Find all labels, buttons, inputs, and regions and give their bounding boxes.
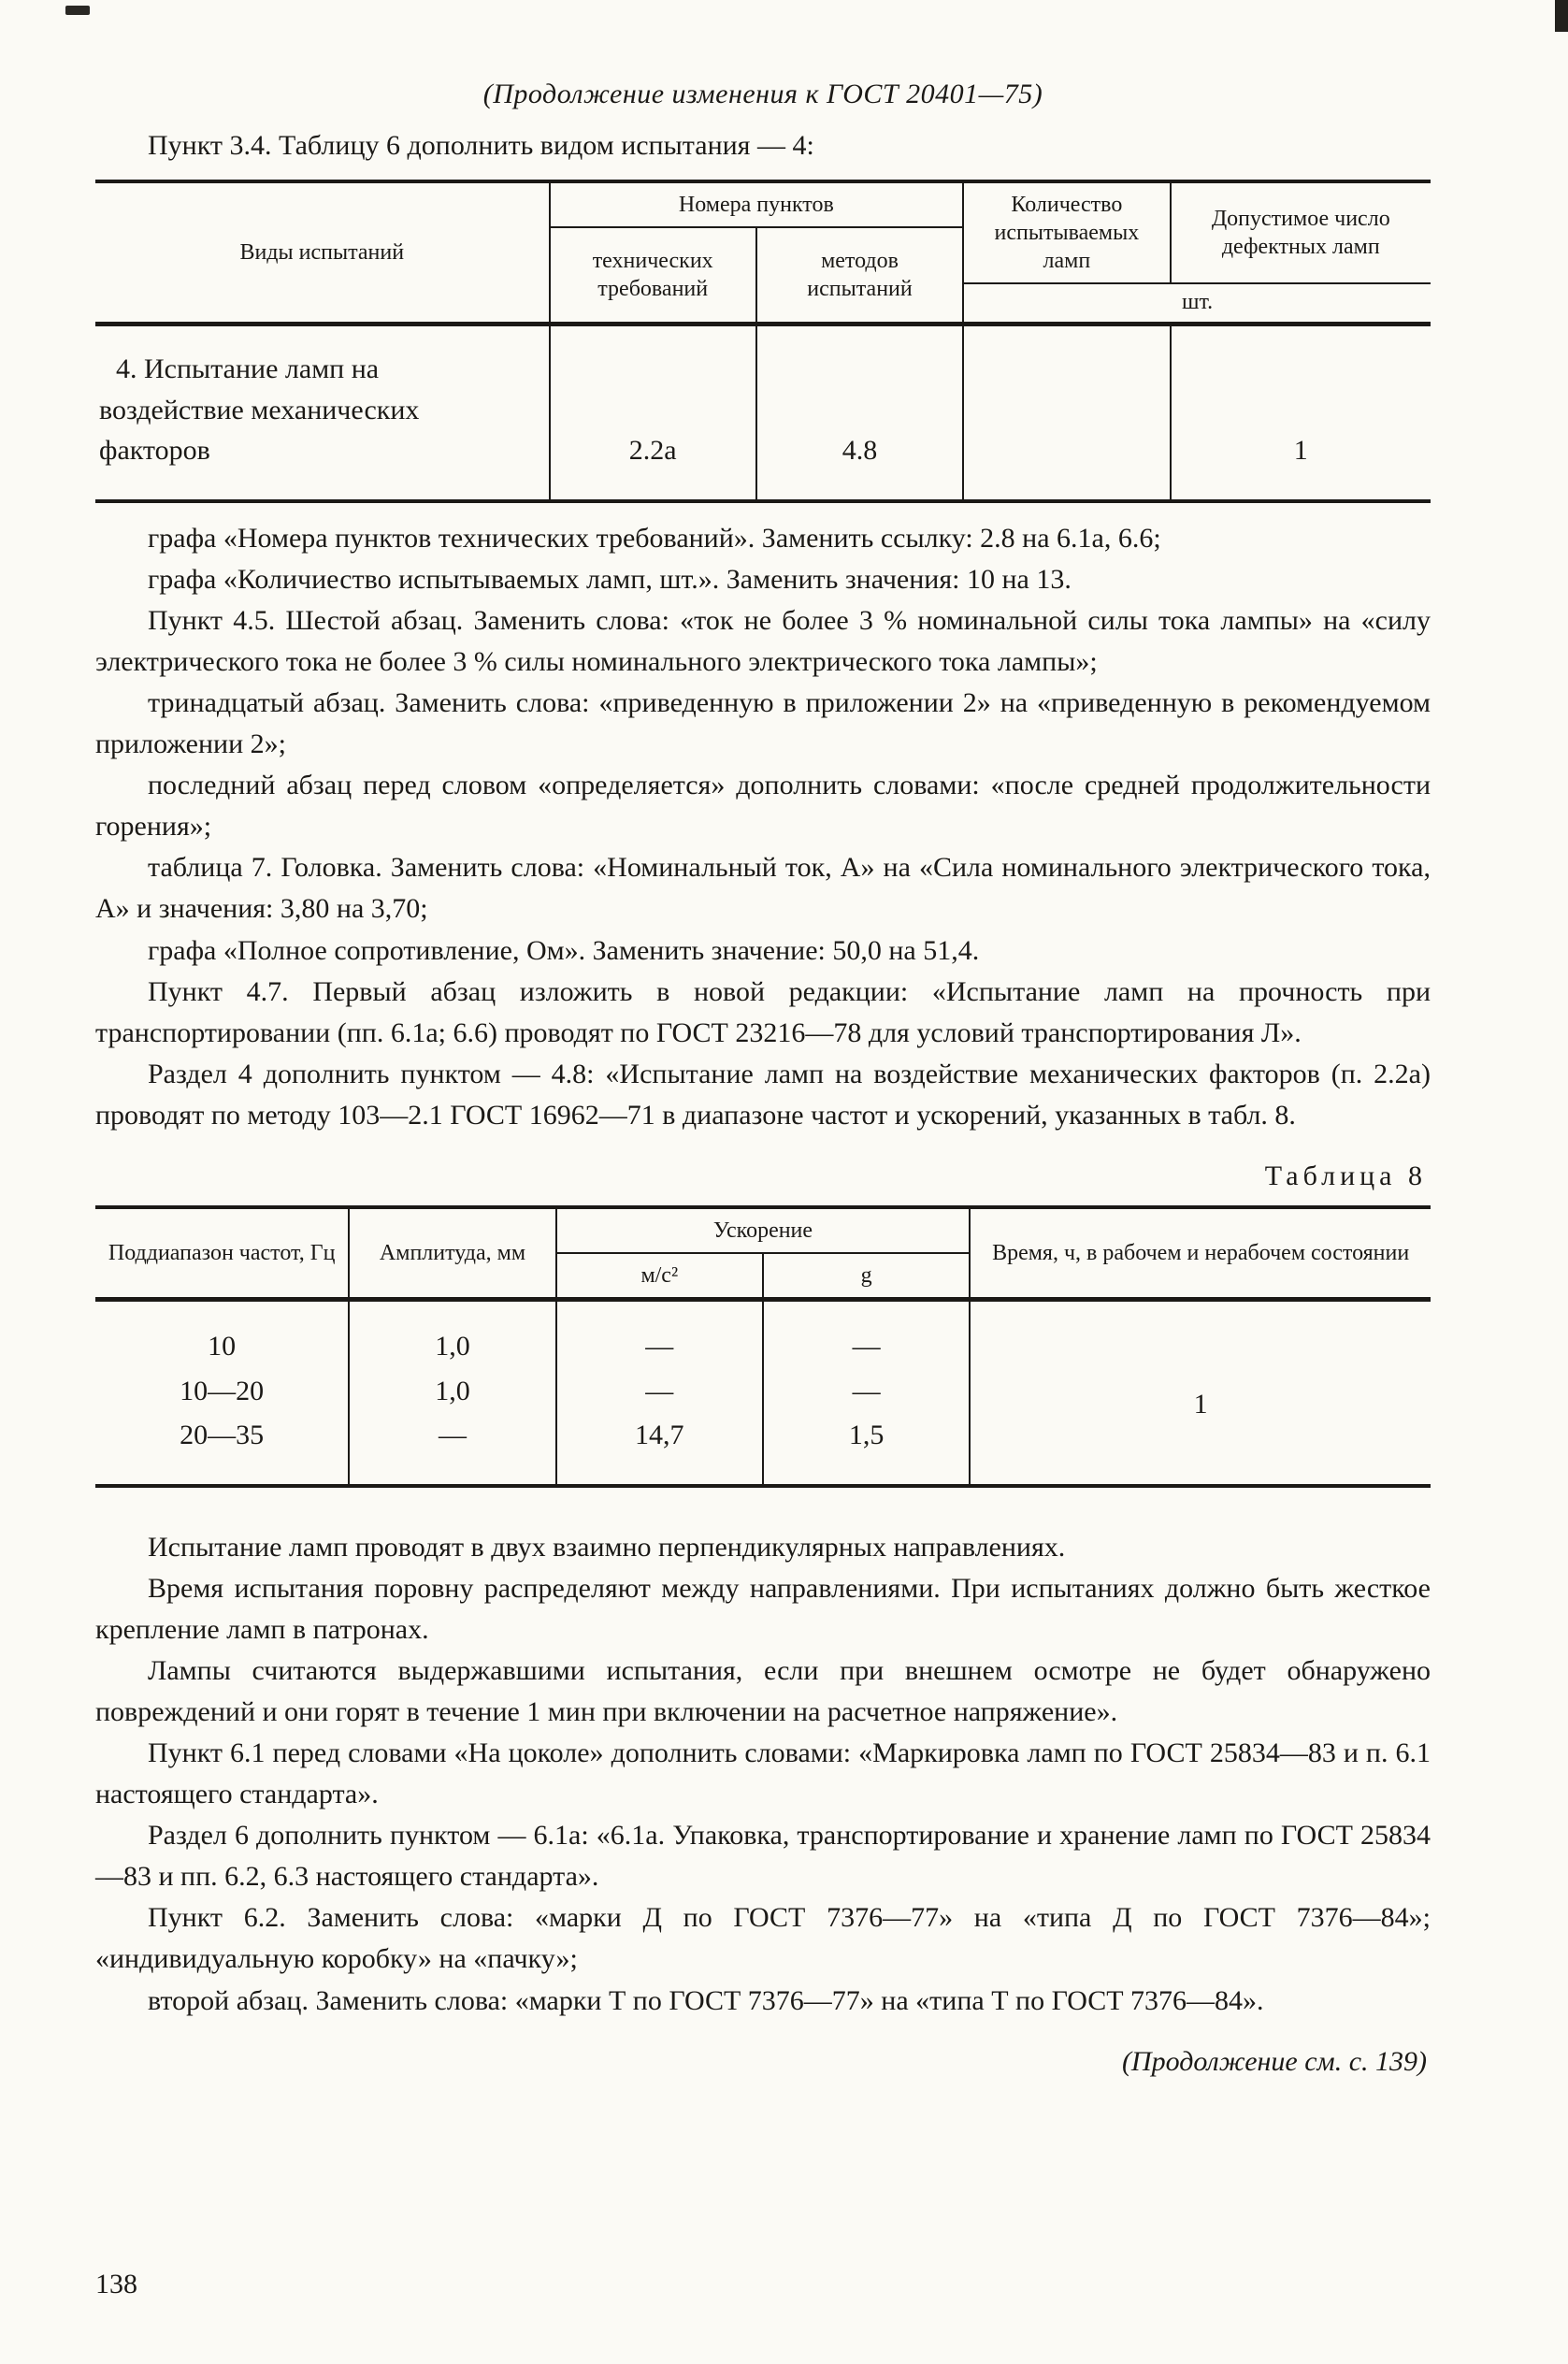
body-paragraph: второй абзац. Заменить слова: «марки Т по ГОСТ 7376—77» на «типа Т по ГОСТ 7376—84». (148, 1984, 1264, 2016)
table-8-label: Таблица 8 (1264, 1160, 1427, 1191)
cell-test-method: 4.8 (756, 324, 963, 501)
body-paragraph: Пункт 6.2. Заменить слова: «марки Д по ГОСТ 7376—77» на «типа Д по ГОСТ 7376—84»; «индивидуальную коробку» на «пачку»; (95, 1902, 1431, 1975)
body-paragraph: таблица 7. Головка. Заменить слова: «Номинальный ток, А» на «Сила номинального электрического тока, А» и значения: 3,80 на 3,70; (95, 852, 1431, 925)
col-header-unit: шт. (963, 283, 1431, 324)
table-row (95, 324, 1431, 501)
body-paragraph: Время испытания поровну распределяют между направлениями. При испытаниях должно быть жесткое крепление ламп в патронах. (95, 1572, 1431, 1645)
col-header-test-types: Виды испытаний (95, 181, 550, 324)
body-paragraph: Пункт 6.1 перед словами «На цоколе» дополнить словами: «Маркировка ламп по ГОСТ 25834—83 и п. 6.1 настоящего стандарта». (95, 1737, 1431, 1810)
cell-frequency: 20—35 (95, 1413, 349, 1486)
col-header-lamp-count: Количество испытываемых ламп (963, 181, 1170, 283)
cell-lamp-count (963, 324, 1170, 501)
cell-defect-limit: 1 (1171, 324, 1431, 501)
body-paragraph: Раздел 4 дополнить пунктом — 4.8: «Испытание ламп на воздействие механических факторов (п. 2.2а) проводят по методу 103—2.1 ГОСТ 16962—71 в диапазоне частот и ускорений, указанных в табл. 8. (95, 1058, 1431, 1131)
col-header-time: Время, ч, в рабочем и нерабочем состоянии (970, 1207, 1431, 1300)
cell-frequency: 10 (95, 1300, 349, 1369)
table-8 (95, 1205, 1431, 1488)
body-paragraph: графа «Номера пунктов технических требований». Заменить ссылку: 2.8 на 6.1а, 6.6; (148, 522, 1161, 554)
cell-g: — (763, 1300, 970, 1369)
cell-ms2: — (556, 1300, 763, 1369)
body-paragraph: Пункт 4.7. Первый абзац изложить в новой редакции: «Испытание ламп на прочность при транспортировании (пп. 6.1а; 6.6) проводят по ГОСТ 23216—78 для условий транспортирования Л». (95, 975, 1431, 1048)
body-paragraph: графа «Количиество испытываемых ламп, шт.». Заменить значения: 10 на 13. (148, 563, 1072, 595)
continuation-header: (Продолжение изменения к ГОСТ 20401—75) (482, 79, 1043, 109)
body-paragraph: Раздел 6 дополнить пунктом — 6.1а: «6.1а. Упаковка, транспортирование и хранение ламп по ГОСТ 25834—83 и пп. 6.2, 6.3 настоящего стандарта». (95, 1820, 1431, 1893)
cell-g: — (763, 1369, 970, 1414)
col-header-tech-requirements: технических требований (592, 249, 713, 302)
cell-amplitude: 1,0 (349, 1300, 555, 1369)
col-header-point-numbers: Номера пунктов (550, 181, 964, 227)
col-header-g: g (763, 1253, 970, 1300)
scan-artifact (1555, 0, 1568, 32)
col-header-frequency-subrange: Поддиапазон частот, Гц (95, 1207, 349, 1300)
cell-frequency: 10—20 (95, 1369, 349, 1414)
body-paragraph: графа «Полное сопротивление, Ом». Заменить значение: 50,0 на 51,4. (148, 934, 980, 966)
body-paragraph: Лампы считаются выдержавшими испытания, если при внешнем осмотре не будет обнаружено повреждений и они горят в течение 1 мин при включении на расчетное напряжение». (95, 1654, 1431, 1727)
body-paragraph: тринадцатый абзац. Заменить слова: «приведенную в приложении 2» на «приведенную в рекомендуемом приложении 2»; (95, 686, 1431, 760)
continuation-footer: (Продолжение см. с. 139) (1121, 2045, 1427, 2077)
cell-g: 1,5 (763, 1413, 970, 1486)
body-paragraph: Испытание ламп проводят в двух взаимно перпендикулярных направлениях. (148, 1531, 1066, 1563)
col-header-ms2: м/с² (556, 1253, 763, 1300)
body-paragraph: Пункт 4.5. Шестой абзац. Заменить слова: «ток не более 3 % номинальной силы тока лампы» на «силу электрического тока не более 3 % силы номинального электрического тока лампы»; (95, 604, 1431, 677)
col-header-defect-limit: Допустимое число дефектных ламп (1171, 181, 1431, 283)
table-row (95, 1300, 1431, 1369)
page-number: 138 (95, 2269, 137, 2299)
col-header-amplitude: Амплитуда, мм (349, 1207, 555, 1300)
cell-amplitude: — (349, 1413, 555, 1486)
intro-paragraph: Пункт 3.4. Таблицу 6 дополнить видом испытания — 4: (148, 130, 814, 161)
cell-time: 1 (970, 1300, 1431, 1486)
cell-amplitude: 1,0 (349, 1369, 555, 1414)
cell-tech-requirement: 2.2а (550, 324, 756, 501)
body-paragraph: последний абзац перед словом «определяется» дополнить словами: «после средней продолжительности горения»; (95, 770, 1431, 843)
col-header-acceleration: Ускорение (556, 1207, 971, 1253)
table-6-amendment (95, 180, 1431, 503)
cell-ms2: — (556, 1369, 763, 1414)
col-header-test-methods: методов испытаний (756, 227, 963, 324)
cell-ms2: 14,7 (556, 1413, 763, 1486)
scan-artifact (65, 6, 90, 15)
cell-test-name: 4. Испытание ламп на воздействие механических факторов (95, 324, 550, 501)
